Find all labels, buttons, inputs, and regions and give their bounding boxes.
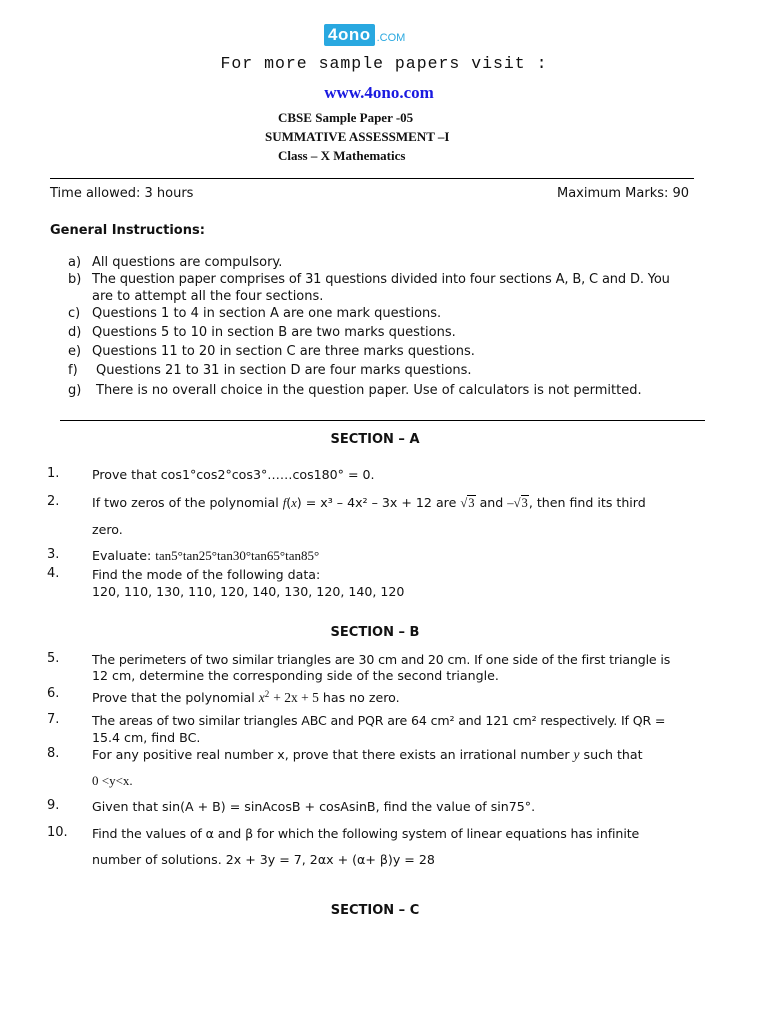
sqrt-symbol: √3 — [460, 496, 475, 510]
sqrt-symbol: √3 — [513, 496, 528, 510]
question-5-text: The perimeters of two similar triangles are 30 cm and 20 cm. If one side of the first triangle is — [92, 652, 671, 667]
question-10-text: Find the values of α and β for which the following system of linear equations has infinite — [92, 826, 640, 841]
section-a-heading: SECTION – A — [330, 432, 420, 447]
question-number: 6. — [47, 686, 60, 701]
assessment-title: SUMMATIVE ASSESSMENT –I — [265, 129, 450, 144]
website-link[interactable]: www.4ono.com — [324, 83, 434, 102]
site-logo — [324, 24, 405, 46]
visit-banner: For more sample papers visit : — [220, 54, 548, 73]
instruction-text: Questions 5 to 10 in section B are two marks questions. — [92, 325, 456, 340]
instruction-label: d) — [68, 325, 82, 340]
paper-title: CBSE Sample Paper -05 — [278, 110, 414, 125]
question-9-text: Given that sin(A + B) = sinAcosB + cosAsinB, find the value of sin75°. — [92, 799, 536, 814]
question-number: 4. — [47, 566, 60, 581]
instruction-text: All questions are compulsory. — [92, 255, 283, 270]
logo-domain: .COM — [376, 32, 406, 44]
instruction-label: a) — [68, 255, 82, 270]
question-number: 1. — [47, 466, 60, 481]
question-6-text: Prove that the polynomial $x^2 + 2x + 5$ has no zero. — [92, 689, 400, 706]
section-c-heading: SECTION – C — [330, 903, 420, 918]
question-2-text: If two zeros of the polynomial f(x) = x³ – 4x² – 3x + 12 are √3 and –√3, then find its third — [92, 495, 646, 510]
instruction-text: The question paper comprises of 31 questions divided into four sections A, B, C and D. You — [92, 272, 670, 287]
time-allowed: Time allowed: 3 hours — [50, 186, 194, 201]
instruction-text: Questions 21 to 31 in section D are four marks questions. — [96, 363, 472, 378]
question-number: 7. — [47, 712, 60, 727]
instruction-text: There is no overall choice in the question paper. Use of calculators is not permitted. — [96, 383, 642, 398]
question-8-cont: 0 <y<x. — [92, 773, 133, 788]
question-7-cont: 15.4 cm, find BC. — [92, 730, 201, 745]
instruction-label: b) — [68, 272, 82, 287]
question-4-text: Find the mode of the following data: — [92, 567, 321, 582]
question-1-text: Prove that cos1°cos2°cos3°……cos180° = 0. — [92, 467, 375, 482]
instruction-label: f) — [68, 363, 78, 378]
instruction-label: c) — [68, 306, 81, 321]
instruction-text-cont: are to attempt all the four sections. — [92, 289, 324, 304]
header-divider — [50, 178, 694, 179]
question-number: 9. — [47, 798, 60, 813]
instruction-text: Questions 11 to 20 in section C are three marks questions. — [92, 344, 475, 359]
class-title: Class – X Mathematics — [278, 148, 406, 163]
instructions-divider — [60, 420, 705, 421]
instructions-title: General Instructions: — [50, 223, 205, 238]
instruction-label: e) — [68, 344, 82, 359]
maximum-marks: Maximum Marks: 90 — [557, 186, 690, 201]
question-8-text: For any positive real number x, prove that there exists an irrational number y such that — [92, 747, 643, 762]
question-number: 2. — [47, 494, 60, 509]
instruction-label: g) — [68, 383, 82, 398]
question-7-text: The areas of two similar triangles ABC and PQR are 64 cm² and 121 cm² respectively. If QR = — [92, 713, 666, 728]
question-number: 10. — [47, 825, 68, 840]
question-number: 5. — [47, 651, 60, 666]
instruction-text: Questions 1 to 4 in section A are one mark questions. — [92, 306, 442, 321]
logo-mark: 4ono — [324, 24, 375, 46]
section-b-heading: SECTION – B — [330, 625, 420, 640]
question-2-cont: zero. — [92, 522, 123, 537]
question-number: 3. — [47, 547, 60, 562]
question-number: 8. — [47, 746, 60, 761]
question-4-data: 120, 110, 130, 110, 120, 140, 130, 120, 140, 120 — [92, 584, 405, 599]
question-5-cont: 12 cm, determine the corresponding side of the second triangle. — [92, 668, 499, 683]
question-3-text: Evaluate: tan5°tan25°tan30°tan65°tan85° — [92, 548, 320, 563]
question-10-cont: number of solutions. 2x + 3y = 7, 2αx + (α+ β)y = 28 — [92, 852, 435, 867]
